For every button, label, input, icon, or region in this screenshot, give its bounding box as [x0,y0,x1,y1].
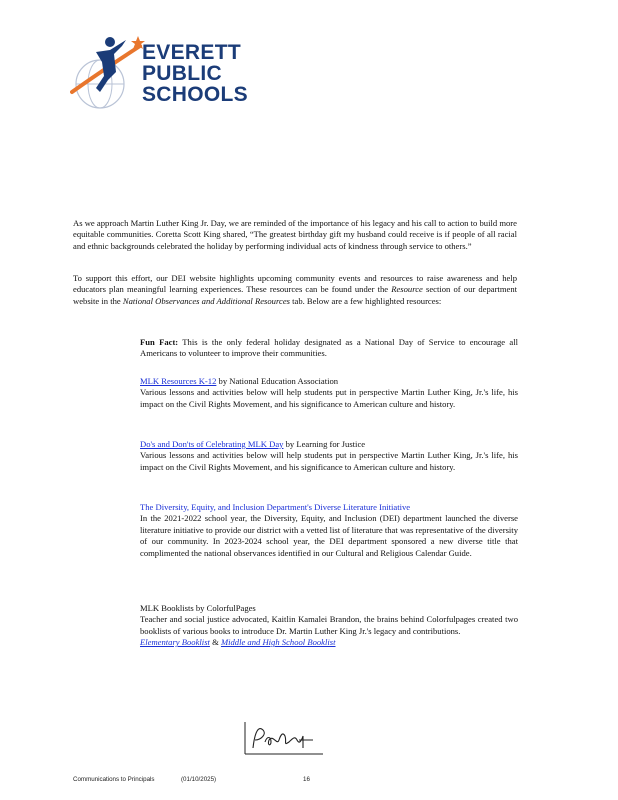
fun-fact [140,337,518,360]
logo-line-2: PUBLIC [142,62,222,85]
fun-fact-label: Fun Fact: [140,337,179,347]
booklist-separator: & [212,637,219,648]
footer-date: (01/10/2025) [181,776,217,783]
dos-donts-description: Various lessons and activities below will help students put in perspective Martin Luther King, Jr.'s life, his impact on the Civil Rights Movement, and his significance to American culture and history. [140,450,518,472]
booklists-title: MLK Booklists by ColorfulPages [140,603,256,613]
logo-wordmark [142,42,248,105]
support-mid: section of our department website in the [73,284,518,306]
school-logo-icon [70,32,150,112]
dei-initiative [140,502,518,559]
mlk-resources-link[interactable]: MLK Resources K-12 [140,376,217,386]
intro-paragraph: As we approach Martin Luther King Jr. Day, we are reminded of the importance of his legacy and his call to action to build more equitable communities. Coretta Scott King shared, “The greatest birthday gift my husband could receive is if people of all racial and ethnic backgrounds celebrated the holiday by performing individual acts of kindness through service to others.” [73,218,517,251]
observances-tab-name: National Observances and Additional Resources [122,295,290,306]
fun-fact-text: This is the only federal holiday designated as a National Day of Service to encourage all Americans to volunteer to improve their communities. [140,337,518,359]
support-lead: To support this effort, our DEI website highlights upcoming community events and resources to raise awareness and help educators plan meaningful learning experiences. These resources can be found under the [73,273,517,295]
support-end: tab. Below are a few highlighted resources: [292,295,442,306]
resource-tab-name: Resource [391,284,423,295]
logo-line-3: SCHOOLS [142,83,248,106]
dos-donts-link[interactable]: Do's and Don'ts of Celebrating MLK Day [140,439,284,449]
mlk-resources-source: by National Education Association [218,376,339,386]
support-paragraph [73,273,517,307]
dei-initiative-title[interactable]: The Diversity, Equity, and Inclusion Department's Diverse Literature Initiative [140,502,411,512]
resource-mlk-k12 [140,376,518,410]
logo-line-1: EVERETT [142,41,241,64]
resource-dos-donts [140,439,518,473]
district-logo [70,32,260,112]
dos-donts-source: by Learning for Justice [285,439,366,449]
footer-page-number: 16 [303,776,310,783]
booklists-text: Teacher and social justice advocated, Kaitlin Kamalei Brandon, the brains behind Colorfulpages created two booklists of various books to introduce Dr. Martin Luther King Jr.'s legacy and contributions. [140,614,518,636]
dei-initiative-text: In the 2021-2022 school year, the Diversity, Equity, and Inclusion (DEI) department launched the diverse literature initiative to provide our district with a vetted list of literature that was representative of the diversity of our community. In 2023-2024 school year, the DEI department sponsored a new diverse title that complimented the national observances identified in our Cultural and Religious Calendar Guide. [140,513,518,558]
signature-image [243,720,325,756]
mlk-resources-description: Various lessons and activities below will help students put in perspective Martin Luther King, Jr.'s life, his impact on the Civil Rights Movement, and his significance to American culture and history. [140,387,518,409]
middle-high-booklist-link[interactable]: Middle and High School Booklist [220,637,336,648]
footer-department: Communications to Principals [73,776,155,783]
elementary-booklist-link[interactable]: Elementary Booklist [140,637,210,648]
mlk-booklists [140,603,518,649]
